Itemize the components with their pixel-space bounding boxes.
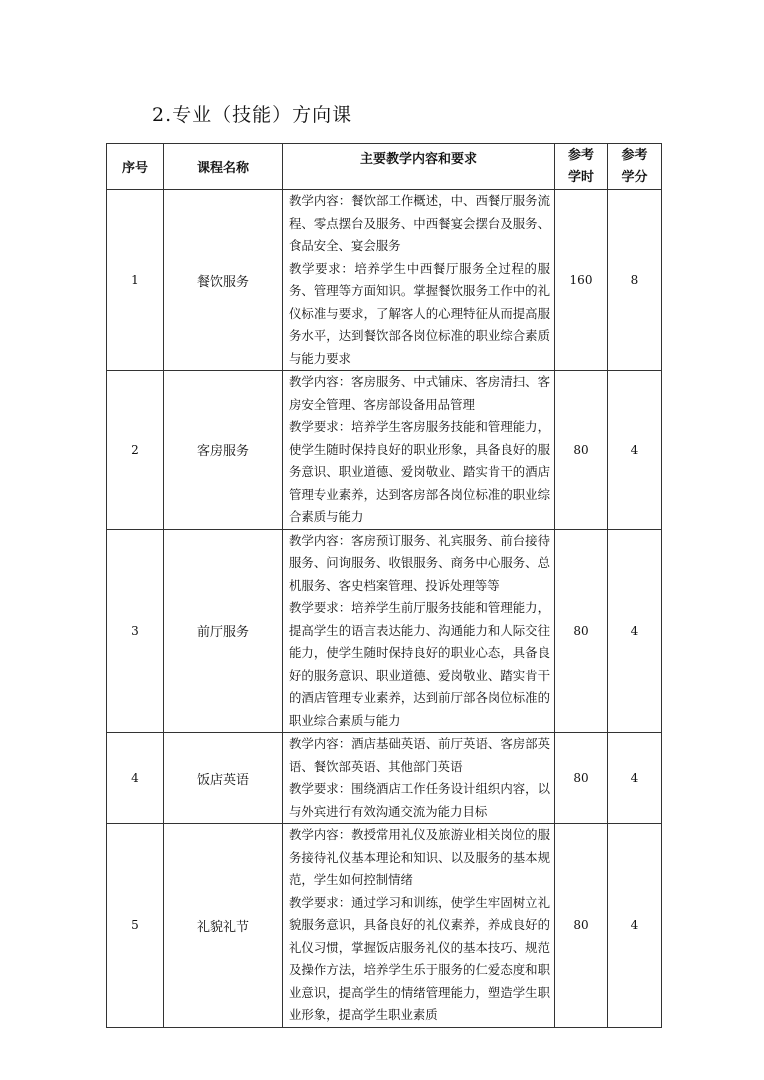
course-hours: 160 — [555, 190, 608, 371]
header-content-label: 主要教学内容和要求 — [359, 152, 477, 167]
row-index: 2 — [107, 371, 164, 530]
table-row — [107, 529, 662, 733]
teaching-content: 教学内容：餐饮部工作概述，中、西餐厅服务流程、零点摆台及服务、中西餐宴会摆台及服务、食品安全、宴会服务 — [289, 193, 550, 253]
teaching-requirements: 教学要求：培养学生中西餐厅服务全过程的服务、管理等方面知识。掌握餐饮服务工作中的礼仪标准与要求，了解客人的心理特征从而提高服务水平，达到餐饮部各岗位标准的职业综合素质与能力要求 — [289, 260, 550, 366]
teaching-content: 教学内容：教授常用礼仪及旅游业相关岗位的服务接待礼仪基本理论和知识、以及服务的基本规范，学生如何控制情绪 — [289, 827, 550, 887]
course-content — [283, 529, 555, 733]
header-content — [283, 144, 555, 190]
table-header-row — [107, 144, 662, 190]
course-hours: 80 — [555, 733, 608, 824]
teaching-content: 教学内容：客房预订服务、礼宾服务、前台接待服务、问询服务、收银服务、商务中心服务、总机服务、客史档案管理、投诉处理等等 — [289, 532, 550, 593]
course-name: 礼貌礼节 — [164, 824, 283, 1028]
course-content — [283, 824, 555, 1028]
table-row — [107, 733, 662, 824]
teaching-requirements: 教学要求：培养学生客房服务技能和管理能力，使学生随时保持良好的职业形象，具备良好的服务意识、职业道德、爱岗敬业、踏实肯干的酒店管理专业素养，达到客房部各岗位标准的职业综合素质与能力 — [289, 419, 550, 524]
course-credits: 8 — [608, 190, 662, 371]
table-row — [107, 824, 662, 1028]
course-name: 客房服务 — [164, 371, 283, 530]
course-credits: 4 — [608, 733, 662, 824]
table-row — [107, 371, 662, 530]
teaching-content: 教学内容：客房服务、中式铺床、客房清扫、客房安全管理、客房部设备用品管理 — [289, 374, 550, 412]
row-index: 5 — [107, 824, 164, 1028]
course-hours: 80 — [555, 529, 608, 733]
course-table — [106, 143, 662, 1028]
course-name: 前厅服务 — [164, 529, 283, 733]
course-content — [283, 733, 555, 824]
row-index: 4 — [107, 733, 164, 824]
row-index: 1 — [107, 190, 164, 371]
course-hours: 80 — [555, 824, 608, 1028]
teaching-requirements: 教学要求：培养学生前厅服务技能和管理能力，提高学生的语言表达能力、沟通能力和人际交往能力，使学生随时保持良好的职业心态，具备良好的服务意识、职业道德、爱岗敬业、踏实肯干的酒店管理专业素养，达到前厅部各岗位标准的职业综合素质与能力 — [289, 600, 550, 728]
teaching-content: 教学内容：酒店基础英语、前厅英语、客房部英语、餐饮部英语、其他部门英语 — [289, 736, 550, 774]
header-credits: 参考 学分 — [608, 144, 662, 190]
course-credits: 4 — [608, 529, 662, 733]
course-credits: 4 — [608, 371, 662, 530]
course-credits: 4 — [608, 824, 662, 1028]
teaching-requirements: 教学要求：围绕酒店工作任务设计组织内容，以与外宾进行有效沟通交流为能力目标 — [289, 781, 550, 819]
course-name: 饭店英语 — [164, 733, 283, 824]
header-index: 序号 — [107, 144, 164, 190]
course-content — [283, 190, 555, 371]
teaching-requirements: 教学要求：通过学习和训练，使学生牢固树立礼貌服务意识，具备良好的礼仪素养，养成良好的礼仪习惯，掌握饭店服务礼仪的基本技巧、规范及操作方法，培养学生乐于服务的仁爱态度和职业意识，提高学生的情绪管理能力，塑造学生职业形象，提高学生职业素质 — [289, 894, 550, 1022]
course-hours: 80 — [555, 371, 608, 530]
row-index: 3 — [107, 529, 164, 733]
header-hours: 参考 学时 — [555, 144, 608, 190]
course-content — [283, 371, 555, 530]
section-heading: 2.专业（技能）方向课 — [152, 104, 353, 126]
course-name: 餐饮服务 — [164, 190, 283, 371]
header-name: 课程名称 — [164, 144, 283, 190]
table-row — [107, 190, 662, 371]
